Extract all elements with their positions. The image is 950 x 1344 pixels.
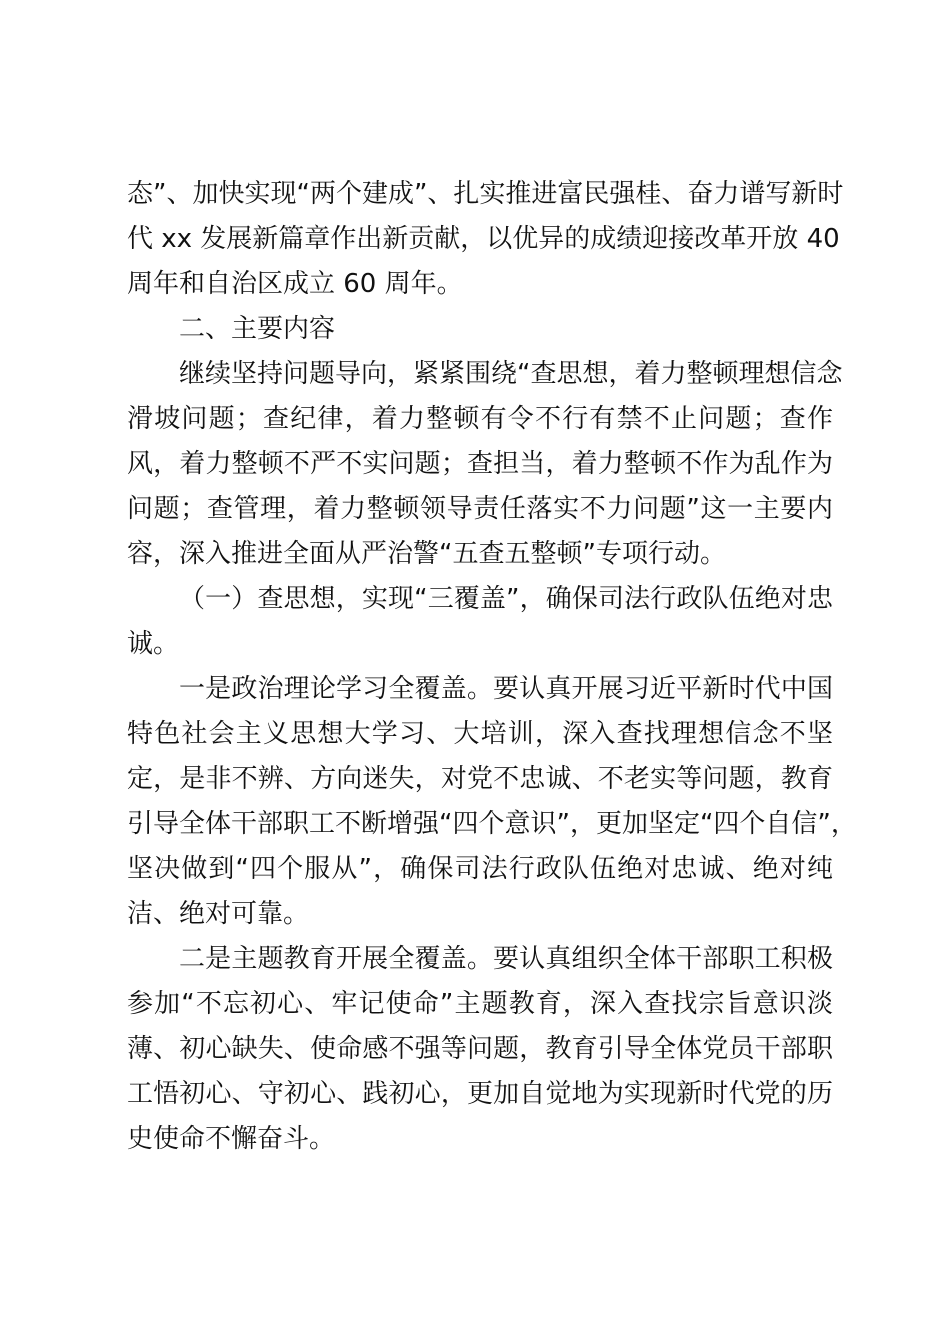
text-line: 容，深入推进全面从严治警“五查五整顿”专项行动。 <box>127 539 726 569</box>
text-line: 周年和自治区成立 60 周年。 <box>127 269 463 299</box>
text-line: 洁、绝对可靠。 <box>127 899 310 929</box>
text-line: 二是主题教育开展全覆盖。要认真组织全体干部职工积极 <box>179 944 833 974</box>
section-heading: 二、主要内容 <box>179 314 336 344</box>
text-line: 风，着力整顿不严不实问题；查担当，着力整顿不作为乱作为 <box>127 449 833 479</box>
text-line: 坚决做到“四个服从”，确保司法行政队伍绝对忠诚、绝对纯 <box>127 854 833 884</box>
text-line: 定，是非不辨、方向迷失，对党不忠诚、不老实等问题，教育 <box>127 764 833 794</box>
text-line: 诚。 <box>127 629 180 659</box>
text-line: 问题；查管理，着力整顿领导责任落实不力问题”这一主要内 <box>127 494 833 524</box>
text-line: 代 xx 发展新篇章作出新贡献，以优异的成绩迎接改革开放 40 <box>127 224 840 254</box>
document-body <box>127 172 857 1162</box>
text-line: 引导全体干部职工不断增强“四个意识”，更加坚定“四个自信”， <box>127 809 857 839</box>
text-line: 态”、加快实现“两个建成”、扎实推进富民强桂、奋力谱写新时 <box>127 179 844 209</box>
subsection-heading: （一）查思想，实现“三覆盖”，确保司法行政队伍绝对忠 <box>179 584 833 614</box>
text-line: 史使命不懈奋斗。 <box>127 1124 336 1154</box>
text-line: 薄、初心缺失、使命感不强等问题，教育引导全体党员干部职 <box>127 1034 833 1064</box>
text-line: 继续坚持问题导向，紧紧围绕“查思想，着力整顿理想信念 <box>179 359 843 389</box>
text-line: 一是政治理论学习全覆盖。要认真开展习近平新时代中国 <box>179 674 833 704</box>
text-line: 工悟初心、守初心、践初心，更加自觉地为实现新时代党的历 <box>127 1079 833 1109</box>
text-line: 参加“不忘初心、牢记使命”主题教育，深入查找宗旨意识淡 <box>127 989 833 1019</box>
text-line: 特色社会主义思想大学习、大培训，深入查找理想信念不坚 <box>127 719 833 749</box>
text-line: 滑坡问题；查纪律，着力整顿有令不行有禁不止问题；查作 <box>127 404 833 434</box>
